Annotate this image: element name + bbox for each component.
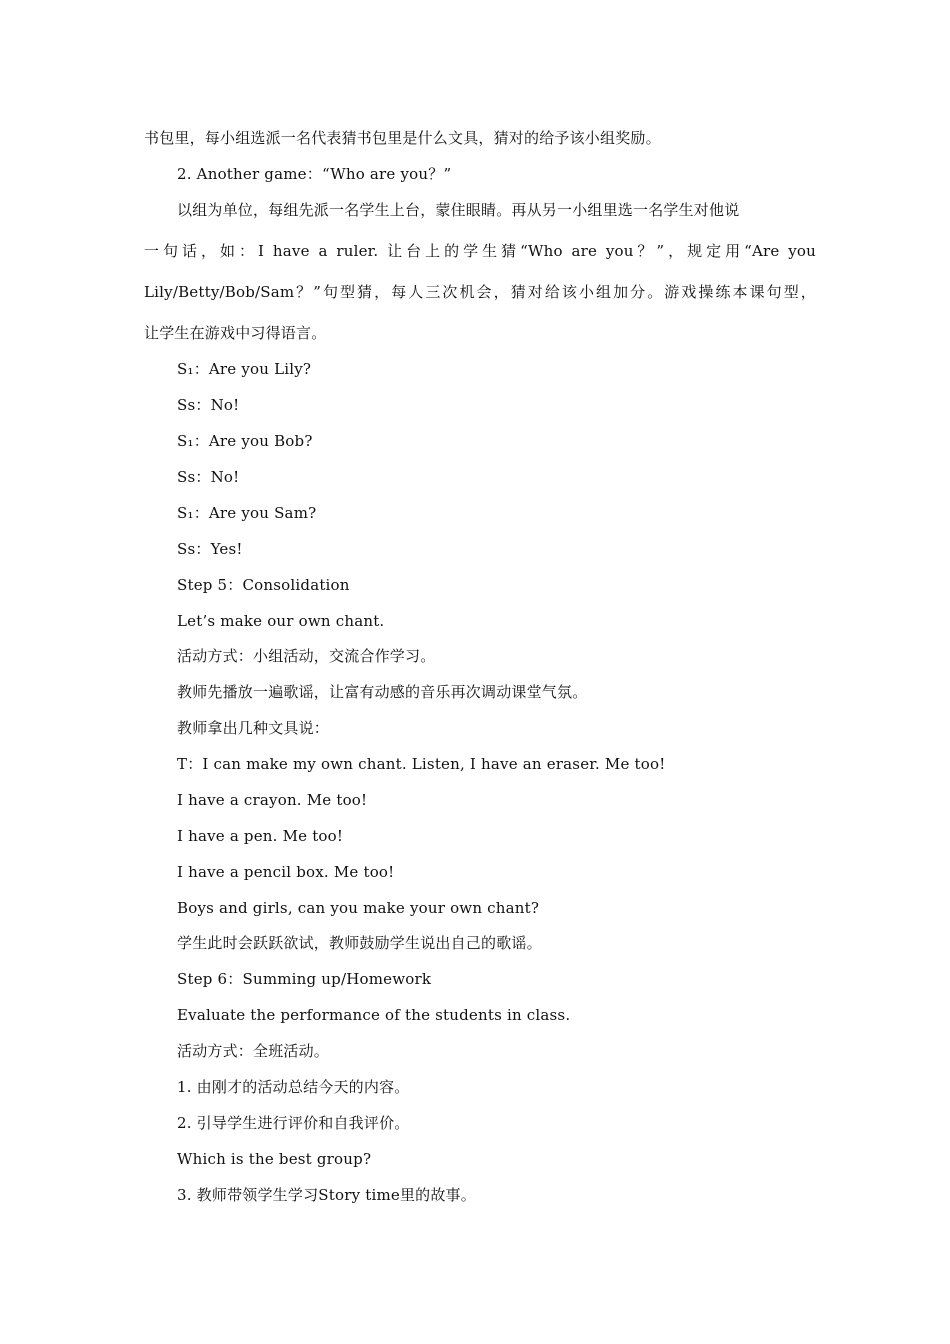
text-line: Boys and girls, can you make your own chant? bbox=[177, 899, 540, 917]
text-line: Lily/Betty/Bob/Sam？”句型猜，每人三次机会，猜对给该小组加分。游戏操练本课句型， bbox=[144, 283, 816, 301]
text-line: S₁：Are you Lily? bbox=[177, 360, 312, 378]
text-line: Step 6：Summing up/Homework bbox=[177, 970, 432, 988]
text-line: S₁：Are you Bob? bbox=[177, 432, 313, 450]
text-line: 一句话，如：I have a ruler. 让台上的学生猜“Who are you？”，规定用“Are you bbox=[144, 242, 816, 260]
text-line: Ss：No! bbox=[177, 468, 240, 486]
text-line: Step 5：Consolidation bbox=[177, 576, 350, 594]
text-line: 书包里，每小组选派一名代表猜书包里是什么文具，猜对的给予该小组奖励。 bbox=[144, 129, 661, 147]
text-line: Let’s make our own chant. bbox=[177, 612, 385, 630]
text-line: Which is the best group? bbox=[177, 1150, 372, 1168]
text-line: I have a crayon. Me too! bbox=[177, 791, 368, 809]
text-line: I have a pen. Me too! bbox=[177, 827, 344, 845]
text-line: 2. 引导学生进行评价和自我评价。 bbox=[177, 1114, 410, 1132]
text-line: 活动方式：小组活动，交流合作学习。 bbox=[177, 647, 436, 665]
text-line: 教师拿出几种文具说： bbox=[177, 719, 330, 737]
text-line: Ss：Yes! bbox=[177, 540, 243, 558]
text-line: 活动方式：全班活动。 bbox=[177, 1042, 330, 1060]
text-line: I have a pencil box. Me too! bbox=[177, 863, 395, 881]
text-line: S₁：Are you Sam? bbox=[177, 504, 317, 522]
text-line: Ss：No! bbox=[177, 396, 240, 414]
text-line: T：I can make my own chant. Listen, I have an eraser. Me too! bbox=[177, 755, 666, 773]
text-line: 学生此时会跃跃欲试，教师鼓励学生说出自己的歌谣。 bbox=[177, 934, 542, 952]
text-line: 让学生在游戏中习得语言。 bbox=[144, 324, 327, 342]
text-line: 1. 由刚才的活动总结今天的内容。 bbox=[177, 1078, 410, 1096]
text-line: Evaluate the performance of the students in class. bbox=[177, 1006, 571, 1024]
text-line: 以组为单位，每组先派一名学生上台，蒙住眼睛。再从另一小组里选一名学生对他说 bbox=[177, 201, 740, 219]
text-line: 教师先播放一遍歌谣，让富有动感的音乐再次调动课堂气氛。 bbox=[177, 683, 588, 701]
text-line: 3. 教师带领学生学习Story time里的故事。 bbox=[177, 1186, 476, 1204]
text-line: 2. Another game：“Who are you？” bbox=[177, 165, 452, 183]
